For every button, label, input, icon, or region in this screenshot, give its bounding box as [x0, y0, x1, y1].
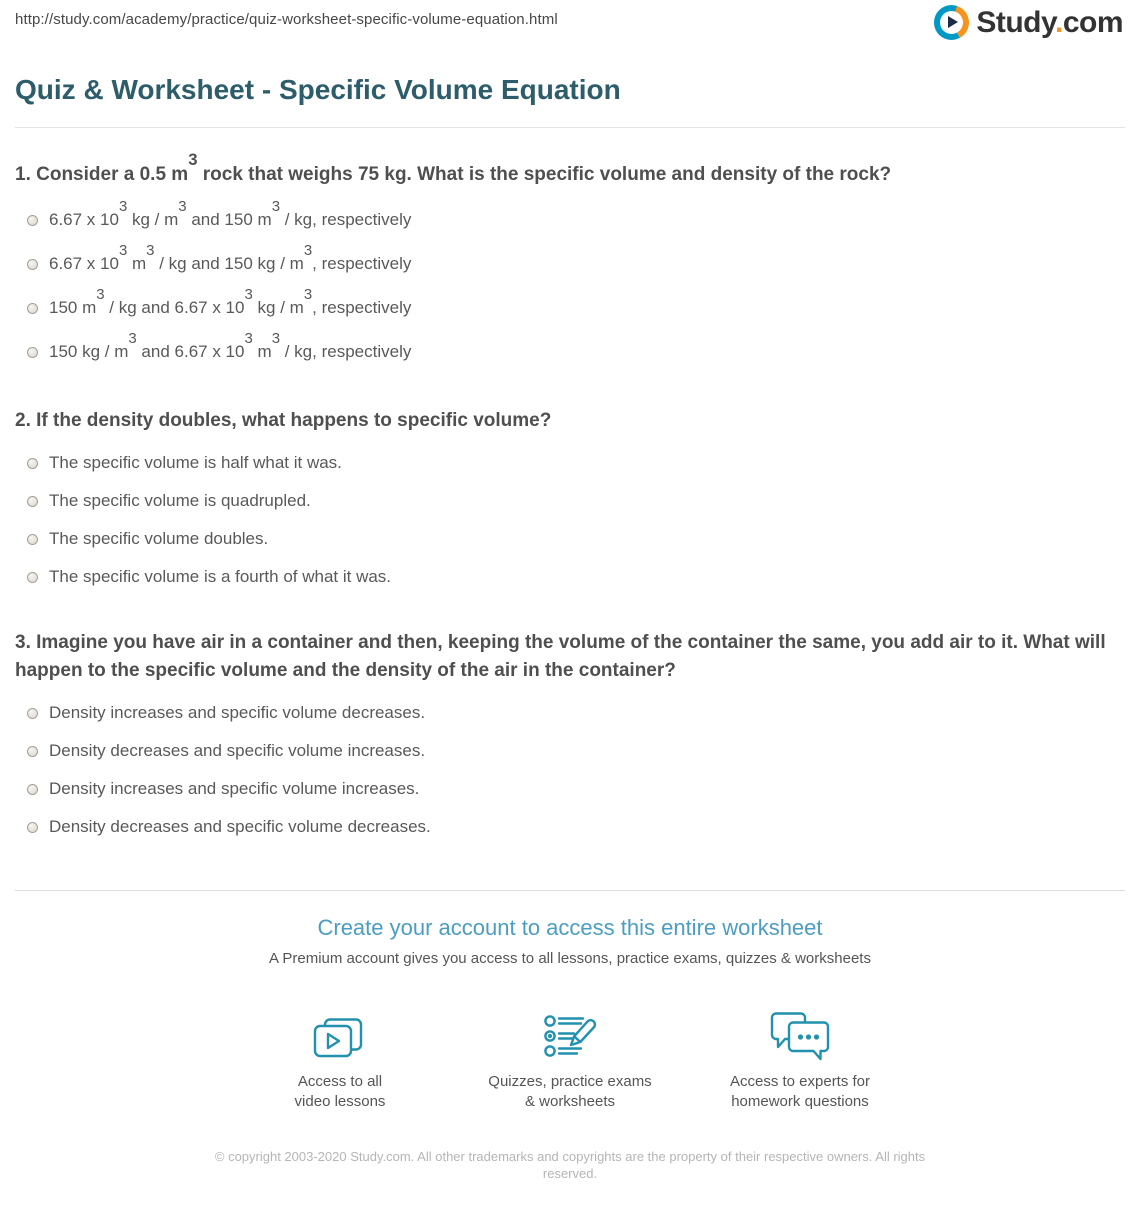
logo-dot: . [1054, 5, 1063, 39]
radio-button[interactable] [27, 259, 38, 270]
feature-label [685, 1072, 915, 1112]
answer-option-label: Density decreases and specific volume decreases. [49, 817, 431, 836]
answer-option[interactable] [15, 198, 1125, 242]
answer-option[interactable] [15, 242, 1125, 286]
question-prompt: 2. If the density doubles, what happens to specific volume? [15, 410, 552, 431]
answer-option[interactable] [15, 482, 1125, 520]
question-prompt: 3. Imagine you have air in a container and then, keeping the volume of the container the same, you add air to it. What will happen to the specific volume and the density of the air in the container? [15, 632, 1106, 681]
answer-option[interactable] [15, 520, 1125, 558]
answer-option-label: The specific volume doubles. [49, 529, 269, 548]
cta-subheading: A Premium account gives you access to all lessons, practice exams, quizzes & worksheets [269, 950, 871, 967]
answer-option-label: 6.67 x $10^3$ $m^3$ / kg and 150 kg / $m^3$, respectively [49, 242, 412, 273]
cta-heading: Create your account to access this entire worksheet [317, 915, 823, 940]
studycom-logo[interactable] [934, 5, 1123, 40]
feature-label-line1: Quizzes, practice exams [488, 1073, 652, 1090]
question-2 [15, 407, 1125, 596]
feature-label-line2: & worksheets [524, 1093, 616, 1110]
radio-button[interactable] [27, 822, 38, 833]
answer-option-label: 6.67 x $10^3$ kg / $m^3$ and 150 $m^3$ / kg, respectively [49, 198, 412, 229]
play-badge-icon [934, 5, 969, 40]
logo-word-com: com [1062, 5, 1123, 39]
answer-option-label: Density increases and specific volume increases. [49, 779, 420, 798]
feature-quizzes-worksheets [455, 1007, 685, 1112]
answer-option-label: Density decreases and specific volume increases. [49, 741, 426, 760]
radio-button[interactable] [27, 572, 38, 583]
copyright-text: © copyright 2003-2020 Study.com. All other trademarks and copyrights are the property of their respective owners. All rights reserved. [214, 1149, 926, 1181]
radio-button[interactable] [27, 708, 38, 719]
radio-button[interactable] [27, 458, 38, 469]
answer-option[interactable] [15, 558, 1125, 596]
answer-option[interactable] [15, 808, 1125, 846]
radio-button[interactable] [27, 746, 38, 757]
radio-button[interactable] [27, 347, 38, 358]
answer-option[interactable] [15, 694, 1125, 732]
answer-option[interactable] [15, 444, 1125, 482]
answer-option-label: 150 kg / $m^3$ and 6.67 x $10^3$ $m^3$ / kg, respectively [49, 330, 412, 361]
question-3 [15, 629, 1125, 846]
page-header [15, 0, 1125, 52]
feature-homework-experts [685, 1007, 915, 1112]
radio-button[interactable] [27, 534, 38, 545]
feature-label-line1: Access to experts for [729, 1073, 871, 1090]
chat-experts-icon [685, 1007, 915, 1063]
feature-label-line2: video lessons [294, 1093, 386, 1110]
video-lessons-icon [225, 1007, 455, 1063]
question-prompt: 1. Consider a 0.5 $m^3$ rock that weighs 75 kg. What is the specific volume and density of the rock? [15, 149, 892, 185]
logo-wordmark [976, 6, 1123, 40]
logo-word-study: Study [976, 5, 1055, 39]
answer-option[interactable] [15, 330, 1125, 374]
feature-label [455, 1072, 685, 1112]
radio-button[interactable] [27, 303, 38, 314]
page-title: Quiz & Worksheet - Specific Volume Equation [15, 74, 1125, 128]
quizzes-worksheets-icon [455, 1007, 685, 1063]
feature-label [225, 1072, 455, 1112]
answer-option[interactable] [15, 732, 1125, 770]
feature-label-line1: Access to all [297, 1073, 383, 1090]
answer-option[interactable] [15, 286, 1125, 330]
question-1 [15, 149, 1125, 374]
answer-option[interactable] [15, 770, 1125, 808]
answer-option-label: The specific volume is half what it was. [49, 453, 342, 472]
feature-label-line2: homework questions [731, 1093, 869, 1110]
features-row [15, 1007, 1125, 1112]
answer-option-label: The specific volume is quadrupled. [49, 491, 311, 510]
answer-option-label: 150 $m^3$ / kg and 6.67 x $10^3$ kg / $m^3$, respectively [49, 286, 412, 317]
url-text: http://study.com/academy/practice/quiz-worksheet-specific-volume-equation.html [15, 11, 558, 28]
radio-button[interactable] [27, 784, 38, 795]
radio-button[interactable] [27, 496, 38, 507]
radio-button[interactable] [27, 215, 38, 226]
feature-video-lessons [225, 1007, 455, 1112]
create-account-section [15, 890, 1125, 1112]
answer-option-label: The specific volume is a fourth of what it was. [49, 567, 392, 586]
answer-option-label: Density increases and specific volume decreases. [49, 703, 426, 722]
